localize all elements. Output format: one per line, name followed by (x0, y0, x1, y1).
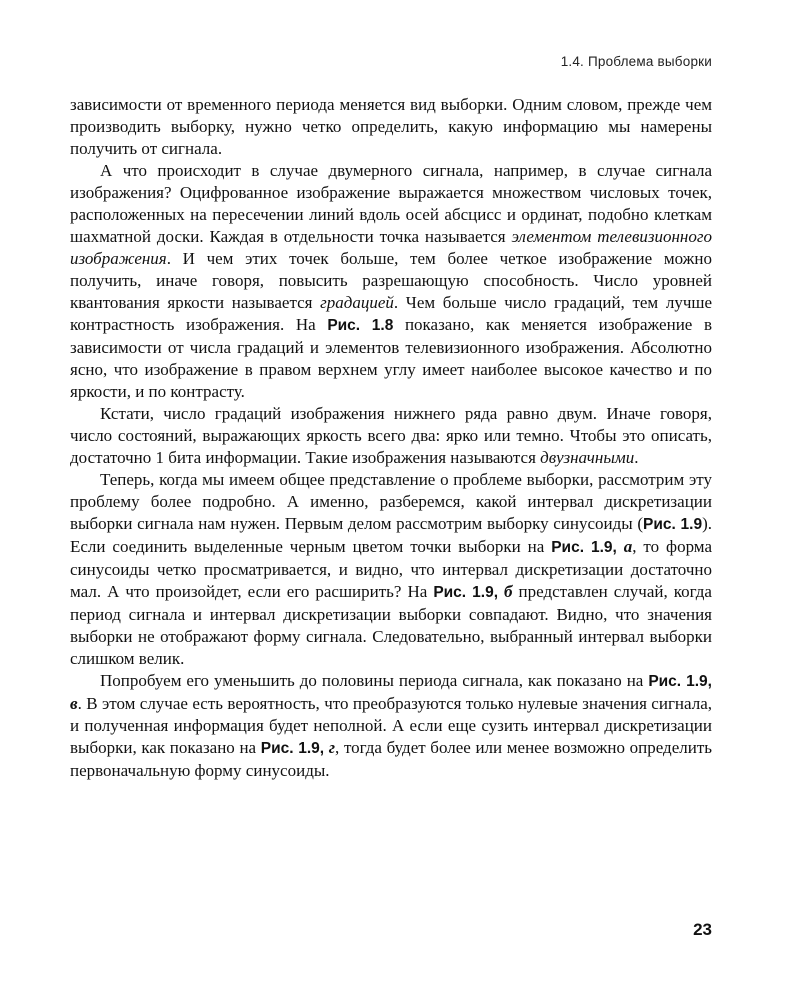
figure-panel-letter: г (328, 738, 336, 757)
emphasized-term: градацией (320, 293, 394, 312)
running-head: 1.4. Проблема выборки (560, 54, 712, 69)
text-run: Кстати, число градаций изображения нижнего ряда равно двум. Иначе говоря, число состояний, выражающих яркость всего два: ярко или темно. Чтобы это описать, достаточно 1 бита информации. Такие изображения называются (70, 404, 712, 467)
page-number: 23 (693, 920, 712, 939)
text-run: Теперь, когда мы имеем общее представление о проблеме выборки, рассмотрим эту проблему более подробно. А именно, разберемся, какой интервал дискретизации выборки сигнала нам нужен. Первым делом рассмотрим выборку синусоиды ( (70, 470, 712, 533)
text-run: Попробуем его уменьшить до половины периода сигнала, как показано на (100, 671, 649, 690)
text-run (617, 537, 624, 556)
emphasized-term: двузначными (540, 448, 635, 467)
figure-reference: Рис. 1.8 (327, 317, 394, 334)
figure-reference: Рис. 1.9, (260, 740, 325, 757)
text-run: . В этом случае есть вероятность, что преобразуются только нулевые значения сигнала, и полученная информация будет неполной. А если еще сузить интервал дискретизации выборки, как показано на (70, 694, 712, 757)
paragraph (70, 403, 712, 469)
body-text (70, 94, 712, 782)
figure-reference: Рис. 1.9, (648, 673, 712, 690)
text-run: показано, как меняется изображение в зависимости от числа градаций и элементов телевизионного изображения. Абсолютно ясно, что изображение в правом верхнем углу имеет наиболее высокое качество и по яркости, и по контрасту. (70, 315, 712, 401)
text-run: . Чем больше число градаций, тем лучше контрастность изображения. На (70, 293, 712, 334)
figure-reference: Рис. 1.9 (643, 516, 703, 533)
figure-panel-letter: в (70, 694, 78, 713)
emphasized-term: элементом телевизионного изображения (70, 227, 712, 268)
figure-panel-letter: б (504, 582, 513, 601)
figure-reference: Рис. 1.9, (433, 584, 499, 601)
text-run: , то форма синусоиды четко просматривается, и видно, что интервал дискретизации достаточно мал. А что произойдет, если его расширить? На (70, 537, 712, 601)
text-run: зависимости от временного периода меняется вид выборки. Одним словом, прежде чем производить выборку, нужно четко определить, какую информацию мы намерены получить от сигнала. (70, 95, 712, 158)
text-run: . И чем этих точек больше, тем более четкое изображение можно получить, иначе говоря, повысить разрешающую способность. Число уровней квантования яркости называется (70, 249, 712, 312)
figure-panel-letter: а (623, 537, 633, 556)
paragraph (70, 160, 712, 403)
text-run: представлен случай, когда период сигнала и интервал дискретизации выборки совпадают. Видно, что значения выборки не отображают форму сигнала. Следовательно, выбранный интервал выборки слишком велик. (70, 582, 712, 668)
text-run: А что происходит в случае двумерного сигнала, например, в случае сигнала изображения? Оцифрованное изображение выражается множеством числовых точек, расположенных на пересечении линий вдоль осей абсцисс и ординат, подобно клеткам шахматной доски. Каждая в отдельности точка называется (70, 161, 712, 246)
text-run: ). Если соединить выделенные черным цветом точки выборки на (70, 514, 712, 556)
text-run: , тогда будет более или менее возможно определить первоначальную форму синусоиды. (70, 738, 712, 780)
paragraph (70, 94, 712, 160)
paragraph (70, 670, 712, 782)
text-run: . (634, 448, 639, 467)
figure-reference: Рис. 1.9, (551, 539, 617, 556)
paragraph (70, 469, 712, 670)
